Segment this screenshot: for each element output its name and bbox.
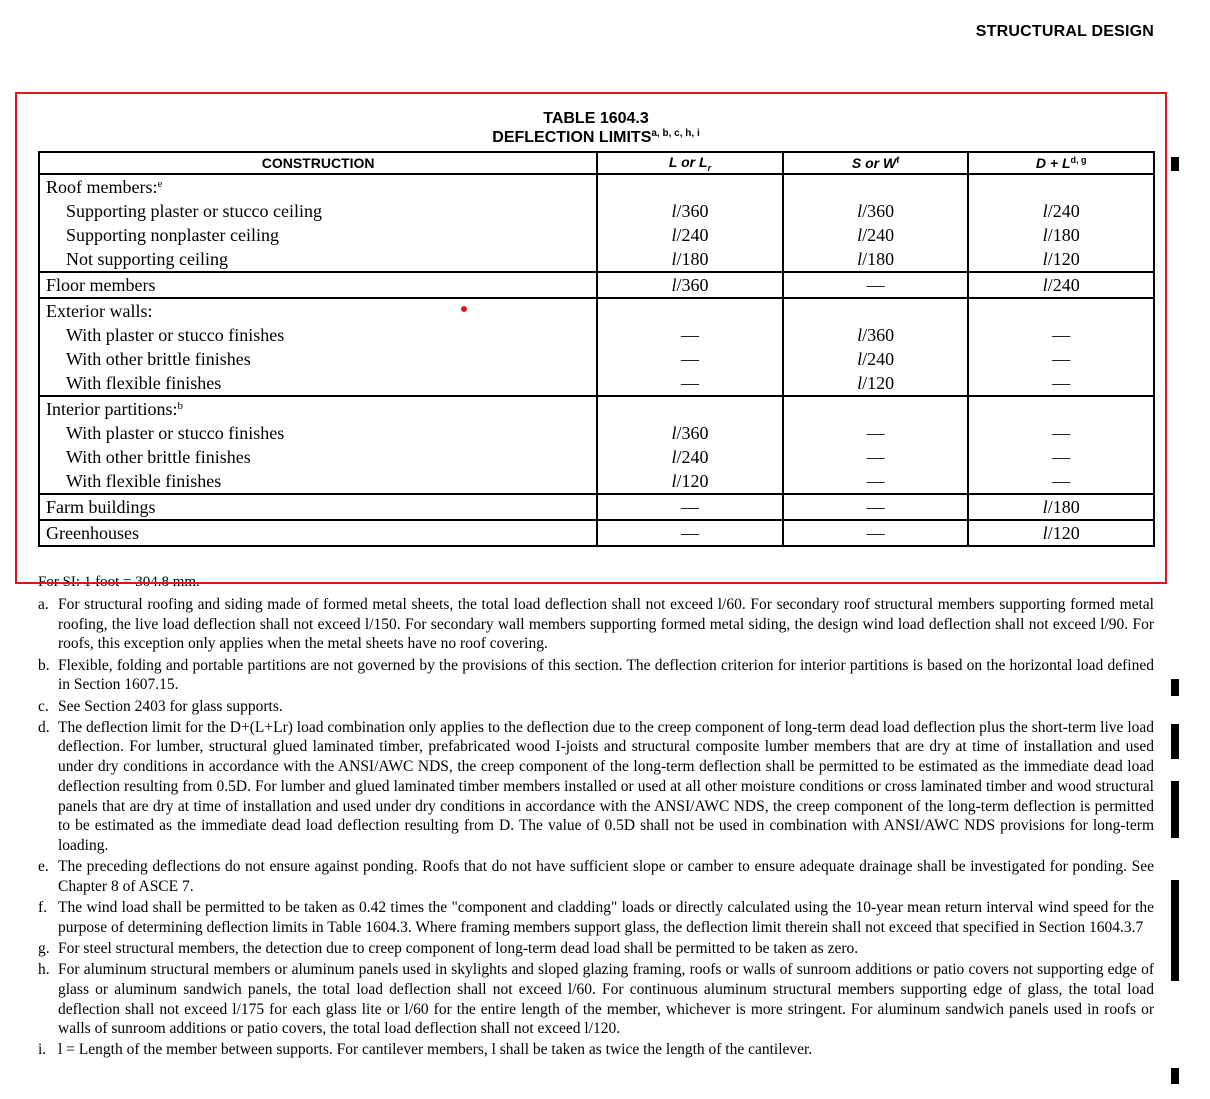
row-label: With other brittle finishes — [66, 447, 251, 467]
limit-value: l/360 — [671, 275, 709, 295]
row-label: Greenhouses — [46, 523, 139, 543]
l-or-lr-cell — [597, 174, 783, 272]
d-plus-l-cell — [968, 298, 1154, 396]
limit-value: — — [1052, 471, 1071, 491]
header-d-plus-l: D + L$^{d, g}$ — [968, 152, 1154, 174]
limit-value: — — [866, 471, 885, 491]
limit-value: — — [1052, 447, 1071, 467]
limit-value: — — [866, 497, 885, 517]
footnote-g: g. For steel structural members, the detection due to creep component of long-term dead load shall be permitted to be taken as zero. — [38, 939, 859, 957]
limit-value: l/240 — [857, 225, 895, 245]
s-or-w-cell — [783, 298, 969, 396]
limit-value: — — [681, 325, 699, 345]
footnote-i: i. l = Length of the member between supports. For cantilever members, l shall be taken as twice the length of the cantilever. — [38, 1041, 813, 1059]
l-or-lr-cell — [597, 272, 783, 298]
limit-value: l/180 — [1042, 497, 1080, 517]
construction-cell — [39, 298, 597, 396]
s-or-w-cell — [783, 520, 969, 546]
group-label: Exterior walls: — [46, 301, 153, 321]
table-row — [39, 174, 1154, 272]
table-row — [39, 272, 1154, 298]
running-head: STRUCTURAL DESIGN — [975, 23, 1154, 40]
table-row — [39, 494, 1154, 520]
l-or-lr-cell — [597, 396, 783, 494]
row-label: Supporting nonplaster ceiling — [66, 225, 279, 245]
d-plus-l-cell — [968, 520, 1154, 546]
table-header-row — [39, 152, 1154, 174]
construction-cell — [39, 520, 597, 546]
construction-cell — [39, 174, 597, 272]
l-or-lr-cell — [597, 298, 783, 396]
row-label: With plaster or stucco finishes — [66, 423, 285, 443]
footnote-d: d. The deflection limit for the D+(L+Lr) load combination only applies to the deflection due to the creep component of long-term dead load deflection plus the short-term live load deflection. For lumber, structural glued laminated timber, prefabricated wood I-joists and structural composite lumber members that are dry at time of installation and used under dry conditions in accordance with the ANSI/AWC NDS, the creep component of the long-term deflection shall be permitted to be estimated as the immediate dead load deflection resulting from 0.5D. For lumber and glued laminated timber members installed or used at all other moisture conditions or cross laminated timber and wood structural panels that are dry at time of installation and used under dry conditions in accordance with the ANSI/AWC NDS, the creep component of the long-term deflection is permitted to be estimated as the immediate dead load deflection resulting from D. The value of 0.5D shall not be used in combination with ANSI/AWC NDS provisions for long-term loading. — [38, 718, 1154, 854]
group-label: Roof members:$^e$ — [46, 177, 163, 197]
limit-value: — — [1052, 373, 1071, 393]
d-plus-l-cell — [968, 396, 1154, 494]
footnote-a: a. For structural roofing and siding made of formed metal sheets, the total load deflection shall not exceed l/60. For secondary roof structural members supporting formed metal roofing, the live load deflection shall not exceed l/150. For secondary wall members supporting formed metal siding, the design wind load deflection shall not exceed l/90. For roofs, this exception only applies when the metal sheets have no roof covering. — [38, 596, 1154, 653]
limit-value: l/240 — [1042, 275, 1080, 295]
limit-value: — — [866, 447, 885, 467]
construction-cell — [39, 494, 597, 520]
limit-value: l/240 — [857, 349, 895, 369]
limit-value: — — [1052, 423, 1071, 443]
revision-bar — [1171, 781, 1179, 838]
row-label: With plaster or stucco finishes — [66, 325, 285, 345]
footnote-f: f. The wind load shall be permitted to be taken as 0.42 times the "component and cladding" loads or directly calculated using the 10-year mean return interval wind speed for the purpose of determining deflection limits in Table 1604.3. Where framing members support glass, the deflection limit therein shall not exceed that specified in Section 1604.3.7 — [38, 899, 1154, 936]
s-or-w-cell — [783, 396, 969, 494]
revision-bar — [1171, 880, 1179, 981]
revision-bar — [1171, 1068, 1179, 1084]
deflection-limits-table — [38, 151, 1155, 547]
footnote-b: b. Flexible, folding and portable partitions are not governed by the provisions of this section. The deflection criterion for interior partitions is based on the horizontal load defined in Section 1607.15. — [38, 656, 1154, 694]
limit-value: l/360 — [671, 201, 709, 221]
revision-bar — [1171, 157, 1179, 171]
limit-value: l/360 — [857, 325, 895, 345]
row-label: Not supporting ceiling — [66, 249, 228, 269]
row-label: With flexible finishes — [66, 471, 222, 491]
table-title: TABLE 1604.3 — [543, 110, 649, 127]
limit-value: — — [681, 523, 699, 543]
table-row — [39, 396, 1154, 494]
limit-value: — — [1052, 325, 1071, 345]
s-or-w-cell — [783, 174, 969, 272]
group-label: Interior partitions:$^b$ — [46, 399, 183, 419]
limit-value: — — [681, 373, 699, 393]
limit-value: l/180 — [857, 249, 895, 269]
limit-value: l/360 — [671, 423, 709, 443]
row-label: With flexible finishes — [66, 373, 222, 393]
d-plus-l-cell — [968, 272, 1154, 298]
l-or-lr-cell — [597, 520, 783, 546]
footnote-h: h. For aluminum structural members or aluminum panels used in skylights and sloped glazing framing, roofs or walls of sunroom additions or patio covers not supporting edge of glass or aluminum sandwich panels, the total load deflection shall not exceed l/60. For continuous aluminum structural members supporting edge of glass, the total load deflection shall not exceed l/175 for each glass lite or l/60 for the entire length of the member, whichever is more stringent. For aluminum sandwich panels used in roofs or walls of sunroom additions or patio covers, the total load deflection shall not exceed l/120. — [38, 961, 1154, 1038]
table-footnotes — [38, 595, 1154, 1062]
footnote-c: c. See Section 2403 for glass supports. — [38, 697, 283, 715]
header-l-or-lr: L or $L_r$ — [597, 152, 783, 174]
d-plus-l-cell — [968, 494, 1154, 520]
limit-value: l/180 — [671, 249, 709, 269]
limit-value: — — [866, 523, 885, 543]
row-label: With other brittle finishes — [66, 349, 251, 369]
table-row — [39, 520, 1154, 546]
table-caption — [38, 109, 1154, 147]
header-construction: CONSTRUCTION — [39, 152, 597, 174]
revision-bar — [1171, 679, 1179, 696]
cursor-marker-dot — [461, 306, 467, 312]
row-label: Farm buildings — [46, 497, 156, 517]
l-or-lr-cell — [597, 494, 783, 520]
limit-value: l/120 — [1042, 523, 1080, 543]
table-row — [39, 298, 1154, 396]
limit-value: l/240 — [671, 225, 709, 245]
limit-value: l/240 — [1042, 201, 1080, 221]
limit-value: — — [1052, 349, 1071, 369]
header-s-or-w: S or $W^f$ — [783, 152, 969, 174]
limit-value: l/120 — [857, 373, 895, 393]
d-plus-l-cell — [968, 174, 1154, 272]
limit-value: l/120 — [1042, 249, 1080, 269]
limit-value: l/180 — [1042, 225, 1080, 245]
s-or-w-cell — [783, 494, 969, 520]
s-or-w-cell — [783, 272, 969, 298]
row-label: Floor members — [46, 275, 156, 295]
limit-value: l/360 — [857, 201, 895, 221]
revision-bar — [1171, 724, 1179, 759]
limit-value: l/240 — [671, 447, 709, 467]
limit-value: — — [681, 349, 699, 369]
limit-value: — — [681, 497, 699, 517]
table-subtitle-notes: a, b, c, h, i — [651, 128, 700, 139]
limit-value: — — [866, 423, 885, 443]
row-label: Supporting plaster or stucco ceiling — [66, 201, 322, 221]
limit-value: — — [866, 275, 885, 295]
construction-cell — [39, 272, 597, 298]
table-subtitle: DEFLECTION LIMITS$^{a, b, c, h, i}$ — [492, 128, 700, 146]
footnote-e: e. The preceding deflections do not ensure against ponding. Roofs that do not have sufficient slope or camber to ensure adequate drainage shall be investigated for ponding. See Chapter 8 of ASCE 7. — [38, 858, 1154, 895]
limit-value: l/120 — [671, 471, 709, 491]
si-conversion-note: For SI: 1 foot = 304.8 mm. — [38, 574, 200, 590]
construction-cell — [39, 396, 597, 494]
